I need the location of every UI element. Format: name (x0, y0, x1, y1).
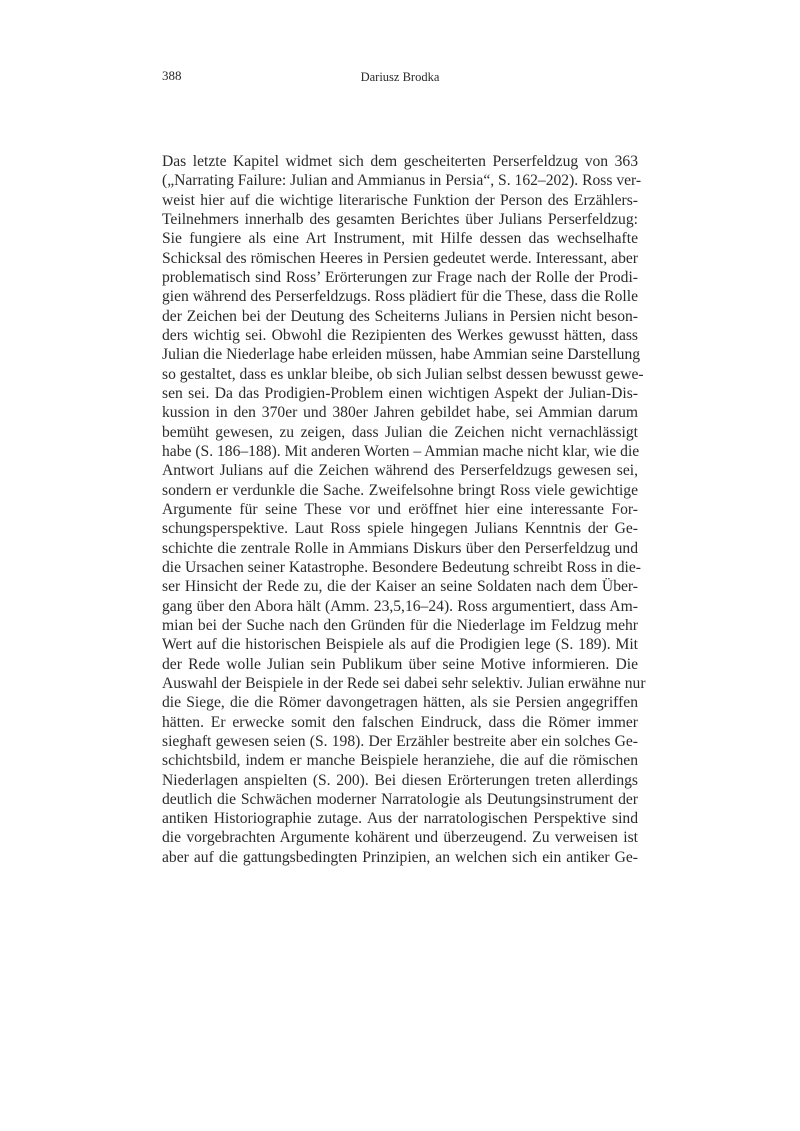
text-line: die vorgebrachten Argumente kohärent und überzeugend. Zu verweisen ist (162, 829, 638, 847)
text-line: ser Hinsicht der Rede zu, die der Kaiser an seine Soldaten nach dem Über- (162, 578, 638, 596)
text-line: sondern er verdunkle die Sache. Zweifelsohne bringt Ross viele gewichtige (162, 481, 638, 499)
text-line: schichtsbild, indem er manche Beispiele heranziehe, die auf die römischen (162, 752, 638, 770)
text-line: die Ursachen seiner Katastrophe. Besondere Bedeutung schreibt Ross in die- (162, 558, 641, 576)
text-line: schichte die zentrale Rolle in Ammians Diskurs über den Perserfeldzug und (162, 539, 638, 557)
text-line: Auswahl der Beispiele in der Rede sei dabei sehr selektiv. Julian erwähne nur (162, 674, 646, 692)
text-line: ders wichtig sei. Obwohl die Rezipienten des Werkes gewusst hätten, dass (162, 326, 638, 344)
page-number: 388 (162, 68, 182, 83)
text-line: schungsperspektive. Laut Ross spiele hingegen Julians Kenntnis der Ge- (162, 520, 638, 538)
text-line: bemüht gewesen, zu zeigen, dass Julian die Zeichen nicht vernachlässigt (162, 423, 638, 441)
text-line: problematisch sind Ross’ Erörterungen zur Frage nach der Rolle der Prodi- (162, 268, 638, 286)
running-head: Dariusz Brodka (360, 70, 440, 84)
text-line: Sie fungiere als eine Art Instrument, mit Hilfe dessen das wechselhafte (162, 230, 638, 248)
text-line: aber auf die gattungsbedingten Prinzipien, an welchen sich ein antiker Ge- (162, 848, 638, 866)
text-line: gien während des Perserfeldzugs. Ross plädiert für die These, dass die Rolle (162, 288, 638, 306)
text-line: Argumente für seine These vor und eröffnet hier eine interessante For- (162, 500, 638, 518)
text-line: Niederlagen anspielten (S. 200). Bei diesen Erörterungen treten allerdings (162, 771, 638, 789)
text-line: Wert auf die historischen Beispiele als auf die Prodigien lege (S. 189). Mit (162, 636, 638, 654)
text-line: Antwort Julians auf die Zeichen während des Perserfeldzugs gewesen sei, (162, 462, 638, 480)
text-line: gang über den Abora hält (Amm. 23,5,16–24). Ross argumentiert, dass Am- (162, 597, 638, 615)
text-line: mian bei der Suche nach den Gründen für die Niederlage im Feldzug mehr (162, 616, 638, 634)
text-line: so gestaltet, dass es unklar bleibe, ob sich Julian selbst dessen bewusst gewe- (162, 365, 644, 383)
text-line: antiken Historiographie zutage. Aus der narratologischen Perspektive sind (162, 810, 638, 828)
body-text (162, 152, 646, 867)
text-line: („Narrating Failure: Julian and Ammianus in Persia“, S. 162–202). Ross ver- (162, 172, 642, 190)
text-line: Das letzte Kapitel widmet sich dem gescheiterten Perserfeldzug von 363 (162, 153, 638, 170)
text-line: hätten. Er erwecke somit den falschen Eindruck, dass die Römer immer (162, 713, 638, 731)
text-line: sen sei. Da das Prodigien-Problem einen wichtigen Aspekt der Julian-Dis- (162, 384, 638, 402)
text-line: kussion in den 370er und 380er Jahren gebildet habe, sei Ammian darum (162, 404, 638, 422)
text-line: Schicksal des römischen Heeres in Persien gedeutet werde. Interessant, aber (162, 249, 638, 267)
text-line: deutlich die Schwächen moderner Narratologie als Deutungsinstrument der (162, 790, 638, 808)
text-line: die Siege, die die Römer davongetragen hätten, als sie Persien angegriffen (162, 694, 638, 712)
text-line: weist hier auf die wichtige literarische Funktion der Person des Erzählers- (162, 191, 638, 209)
text-line: sieghaft gewesen seien (S. 198). Der Erzähler bestreite aber ein solches Ge- (162, 732, 638, 750)
text-line: Julian die Niederlage habe erleiden müssen, habe Ammian seine Darstellung (162, 346, 641, 364)
text-line: der Zeichen bei der Deutung des Scheiterns Julians in Persien nicht beson- (162, 307, 638, 325)
text-line: Teilnehmers innerhalb des gesamten Berichtes über Julians Perserfeldzug: (162, 210, 638, 228)
text-line: der Rede wolle Julian sein Publikum über seine Motive informieren. Die (162, 655, 638, 673)
text-line: habe (S. 186–188). Mit anderen Worten – Ammian mache nicht klar, wie die (162, 442, 640, 460)
